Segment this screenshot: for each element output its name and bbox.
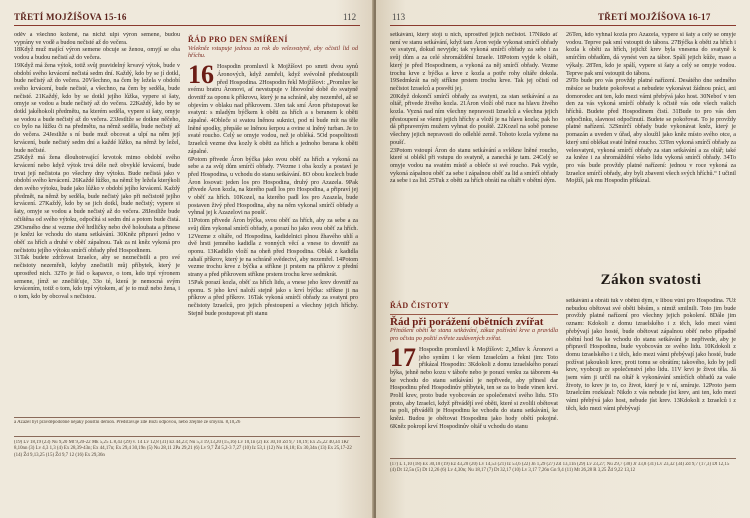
chapter-number: 17: [390, 342, 416, 372]
footnote-rule: [14, 417, 360, 418]
paragraph: 19Když má žena výtok, totiž svůj pravidelný krvavý výtok, bude v období svého krvácení nečistá sedm dní. Každý, kdo by se jí dotkl, bude nečistý až do večera. 20Všechno, na čem by ležela v období svého krvácení, bude nečisté, a všechno, na čem by seděla, bude nečisté. 21Každý, kdo by se dotkl jejího lůžka, vypere si šaty, omyje se vodou a bude nečistý až do večera. 22Každý, kdo by se dotkl jakéhokoli předmětu, na kterém seděla, vypere si šaty, omyje se vodou a bude nečistý až do večera. 23Jestliže se dotkne něčeho, co bylo na lůžku či na předmětu, na němž seděla, bude nečistý až do večera. 24Jestliže s ní bude muž obcovat a ulpí na něm její krvácení, bude nečistý sedm dní a každé lůžko, na němž by ležel, bude nečisté.: [14, 62, 180, 154]
cross-references: (17) L 1,10 (18) Ex 30,10 (19) Ez 43,20 (20) Lv 14,53 (21) Iz 53,6 (22) Jn 1,29 (27) Žd 13,11n (29) Lv 23,27; Nu 29,7 (30) Jr 33,8 (31) Lv 23,32 (34) Žd 9,7 (17,3) Dt 12,15 (4) Dt 12,5n (5) Dt 12,26 (6) Lv 4,30n; Nu 18,17 (7) Dt 32,17 (10) Lv 3,17 7,26n Gn 9,4 (11) Mt 26,28 R 3,25 Žd 9,22 13,12: [390, 462, 730, 474]
right-column-2: [566, 32, 736, 264]
paragraph: Hospodin promluvil k Mojžíšovi po smrti dvou synů Áronových, když zemřeli, když svévolně předstoupili před Hospodina. 2Hospodin řekl Mojžíšovi: „Promluv ke svému bratru Áronovi, ať nevstupuje v libovolné době do svatyně dovnitř za oponu k příkrovu, který je na schráně, aby nezemřel, až se objevím v oblaku nad příkrovem. 3Jen tak smí Áron přistupovat ke svatyni: s mladým býčkem k oběti za hřích a s beranem k oběti zápalné. 4Obleče si svatou lněnou suknici, pod ní bude mít na těle lněné spodky, přepáše se lněnou šerpou a ovine si lněný turban. Je to svaté roucho. Celý se omyje vodou, než je obléká. 5Od pospolitosti Izraelců vezme dva kozly k oběti za hřích a jednoho berana k oběti zápalné.: [188, 64, 358, 155]
section-intro: Přinášení obětí ke stanu setkávání, zákaz požívání krve a pravidla pro očistu po požití zvířete zadávených zvířat.: [390, 328, 558, 343]
paragraph: 26Ten, kdo vyhnal kozla pro Azazela, vypere si šaty a celý se omyje vodou. Teprve pak smí vstoupit do tábora. 27Býčka k oběti za hřích i kozla k oběti za hřích, jejichž krev byla vnesena do svatyně k smírčím obřadům, dá vynést ven za tábor. Spálí jejich kůže, maso a výkaly. 28Ten, kdo je spálí, vypere si šaty a celý se omyje vodou. Teprve pak smí vstoupit do tábora.: [566, 32, 736, 77]
left-column-1: [14, 32, 180, 412]
paragraph: 6Potom přivede Áron býčka jako svou oběť za hřích a vykoná za sebe a za svůj dům smírčí obřady. 7Vezme i oba kozly a postaví je před Hospodina, u vchodu do stanu setkávání. 8O obou kozlech bude Áron losovat: jeden los pro Hospodina, druhý pro Azazela. 9Pak přivede Áron kozla, na kterého padl los pro Hospodina, a připraví jej v oběť za hřích. 10Kozel, na kterého padl los pro Azazela, bude postaven živý před Hospodina, aby na něm vykonal smírčí obřady a vyhnal jej k Azazelovi na poušť.: [188, 156, 358, 217]
paragraph: 23Potom vstoupí Áron do stanu setkávání a svlékne lněné roucho, které si oblékl při vstupu do svatyně, a zanechá je tam. 24Celý se omyje vodou na svatém místě a obleče si své roucho. Pak vyjde, vykoná zápalnou oběť za sebe i zápalnou oběť za lid a smírčí obřady za sebe i za lid. 25Tuk z oběti za hřích obrátí na oltáři v obětní dým.: [390, 147, 558, 185]
cross-references: (19) Lv 18,19 (23) Nu 9,20 Mt 9,20-22 Mk 5,25 L 8,43 (29) v. 14 Lv 12,8 (31) Ez 44,23; Nu 5,3 19,13,20 (15,16) Lv 10,1n (2) Ex 30,10 Žd 9,7 10,19; Ex 25,22 40,34 1Kr 8,10nn (3) Lv 4,3 1,3 (4) Ex 28,39-43n; Ex 44,17n; Ex 29,4 30,19n (5) Nu 28,11 2Pa 29,21 (6) Lv 9,7 Žd 5,2-3 7,27 (10) Iz 53,1 (12) Nu 16,18; Ex 30,34n (13) Ex 25,17-22 (14) Žd 9,13,25 (15) Žd 9,7 12 (16) Ex 29,36n: [14, 440, 352, 458]
section-intro: Velekněz vstupuje jednou za rok do velesvatyně, aby očistil lid od hříchu.: [188, 45, 358, 60]
crossref-rule: [390, 458, 736, 459]
section-heading: ŘÁD ČISTOTY: [390, 301, 450, 310]
right-column-1: [390, 32, 558, 264]
paragraph: 18Když muž mající výron semene obcuje se ženou, omyjí se oba vodou a budou nečistí až do večera.: [14, 47, 180, 62]
paragraph: 31Tak budete zdržovat Izraelce, aby se neznečistili a pro své nečistoty nezemřeli, kdyby znečistili můj příbytek, který je uprostřed nich. 32To je řád o kapavce, o tom, kdo trpí výronem semene, jímž se znečišťuje, 33o té, která je nemocná svým krvácením, totiž o tom, kdo trpí výtokem, ať je to muž nebo žena, i o tom, kdo by obcoval s nečistou.: [14, 255, 180, 300]
chapter-number: 16: [188, 60, 214, 90]
left-page: [0, 0, 374, 518]
left-running-head: TŘETÍ MOJŽÍŠOVA 15-16: [14, 12, 127, 22]
paragraph: setkávání, který stojí u nich, uprostřed jejich nečistot. 17Nikdo ať není ve stanu setkávání, když tam Áron vejde vykonat smírčí obřady ve svatyni, dokud nevyjde; tak vykoná smírčí obřady za sebe i za svůj dům a za celé shromáždění Izraele. 18Potom vyjde k oltáři, který je před Hospodinem, a vykoná za něj smírčí obřady. Vezme trochu krve z býčka a krve z kozla a potře rohy oltáře dokola. 19Sedmkrát na něj stříkne prstem trochu krve. Tak jej očistí od nečistot Izraelců a posvětí jej.: [390, 32, 558, 92]
right-page: [376, 0, 750, 518]
right-header-rule: [390, 25, 736, 26]
paragraph: Hospodin promluvil k Mojžíšovi: 2„Mluv k Áronovi a jeho synům i ke všem Izraelcům a řekni jim: Toto přikázal Hospodin: 3Kdokoli z domu izraelského porazí býka, jehně nebo kozu v táboře nebo je porazí venku za táborem 4a ke vchodu do stanu setkávání je nepřivede, aby přinesl dar Hospodinu před Hospodinův příbytek, ten se za to bude vinen krví. Prolil krev, proto bude vyobcován ze společenství svého lidu. 5To proto, aby Izraelci, když přivádějí své oběti, které si zvolili obětovat na poli, přiváděli je Hospodinu ke vchodu do stanu setkávání, ke knězi. Budou je obětovat Hospodinu jako hody obětí pokojné. 6Kněz pokropí krví Hospodinův oltář u vchodu do stanu: [390, 346, 558, 430]
left-column-2: [188, 32, 358, 412]
left-header-rule: [14, 25, 360, 26]
right-page-number: 113: [392, 12, 406, 22]
section-heading: ŘÁD PRO DEN SMÍŘENÍ: [188, 35, 288, 44]
paragraph: 25Když má žena dlouhotrvající krvotok mimo období svého krvácení nebo když výtok trvá déle než obvyklé krvácení, bude trvat její nečistota po všechny dny výtoku. Bude nečistá jako v období svého krvácení. 26Každé lůžko, na němž by ležela kterýkoli den svého výtoku, bude jako lůžko v období jejího krvácení. Každý předmět, na němž by seděla, bude nečistý jako při nečistotě jejího krvácení. 27Každý, kdo by se jich dotkl, bude nečistý; vypere si šaty, omyje se vodou a bude nečistý až do večera. 28Jestliže bude očištěna od svého výtoku, odpočítá si sedm dní a potom bude čistá. 29Osmého dne si vezme dvě hrdličky nebo dvě holoubata a přinese je knězi ke vchodu do stanu setkávání. 30Kněz připraví jedno v oběť za hřích a druhé v oběť zápalnou. Tak za ni kněz vykoná pro nečistotu jejího výtoku smírčí obřady před Hospodinem.: [14, 155, 180, 254]
paragraph: 29To bude pro vás provždy platné nařízení. Desátého dne sedmého měsíce se budete pokořovat a nebudete vykonávat žádnou práci, ani domorodec ani ten, kdo mezi vámi přebývá jako host. 30Neboť v ten den za vás vykoná smírčí obřady k očistě vás ode všech vašich hříchů. Budete před Hospodinem čistí. 31Bude to pro vás den odpočinku, slavnost odpočinutí. Budete se pokořovat. To je provždy platné nařízení. 32Smírčí obřady bude vykonávat kněz, který je pomazán a uveden v úřad, aby sloužil jako kněz místo svého otce, a který smí oblékat svaté lněné roucho. 33Ten vykoná smírčí obřady za velesvatyni, vykoná smírčí obřady za stan setkávání a za oltář; také za kněze i za shromáždění všeho lidu vykoná smírčí obřady. 34To pro vás bude provždy platné nařízení: jednou v roce vykoná za Izraelce smírčí obřady, aby byli zbaveni všech svých hříchů.“ I učinil Mojžíš, jak mu Hospodin přikázal.: [566, 78, 736, 185]
lower-column-2: [566, 298, 736, 450]
crossref-rule: [14, 436, 360, 437]
lower-column-1: [390, 298, 558, 450]
section-divider: [390, 314, 558, 315]
right-running-head: TŘETÍ MOJŽÍŠOVA 16-17: [598, 12, 711, 22]
paragraph: 11Potom přivede Áron býčka, svou oběť za hřích, aby za sebe a za svůj dům vykonal smírčí obřady, a porazí ho jako svou oběť za hřích. 12Vezme z oltáře, od Hospodina, kadidelnici plnou žhavého uhlí a dvě hrsti jemného kadidla z vonných věcí a vnese to dovnitř za oponu. 13Kadidlo vloží na oheň před Hospodina. Oblak z kadidla zahalí příkrov, který je na schráně svědectví, aby nezemřel. 14Potom vezme trochu krve z býčka a stříkne ji prstem na příkrov z přední strany a před příkrovem stříkne prstem trochu krve sedmkrát.: [188, 218, 358, 279]
paragraph: 20Když dokončí smírčí obřady za svatyni, za stan setkávání a za oltář, přivede živého kozla. 21Áron vloží obě ruce na hlavu živého kozla. Vyzná nad ním všechny nepravosti Izraelců a všechna jejich přestoupení se všemi jejich hříchy a vloží je na hlavu kozla; pak ho dá připraveným mužem vyhnat do pouště. 22Kozel na sobě ponese všechny jejich nepravosti do odlehlé země. Tohoto kozla vyžene na poušť.: [390, 93, 558, 146]
paragraph: 15Pak porazí kozla, oběť za hřích lidu, a vnese jeho krev dovnitř za oponu. S jeho krví naloží stejně jako s krví býčka: stříkne ji na příkrov a před příkrov. 16Tak vykoná smírčí obřady za svatyni pro nečistoty Izraelců, pro jejich přestoupení a všechny jejich hříchy. Stejně bude postupovat při stanu: [188, 279, 358, 317]
left-page-number: 112: [343, 12, 357, 22]
paragraph: setkávání a obrátí tuk v obětní dým, v libou vůni pro Hospodina. 7Už nebudou obětovat své oběti běsům, s nimiž smilnili. Toto jim bude provždy platné nařízení pro všechny jejich pokolení. 8Dále jim oznam: Kdokoli z domu izraelského i z těch, kdo mezi vámi přebývají jako hosté, bude obětovat zápalnou oběť nebo případně obětní hod 9a ke vchodu do stanu setkávání je nepřivede, aby je připravil Hospodinu, bude vyobcován ze svého lidu. 10Kdokoli z domu izraelského i z těch, kdo mezi vámi přebývají jako hosté, bude požívat jakoukoli krev, proti tomu se obrátím; takového, kdo by jedl krev, vyobcuji ze společenství jeho lidu. 11V krvi je život těla. Já jsem vám ji určil na oltář k vykonávání smírčích obřadů za vaše životy, to krev je to, co život, který je v ní, smíruje. 12Proto jsem Izraelcům rozkázal: Nikdo z vás nebude jíst krev, ani ten, kdo mezi vámi přebývá jako host, nebude jíst krev. 13Kdokoli z Izraelců i z těch, kdo mezi vámi přebývají: [566, 298, 736, 412]
book-section-title: Zákon svatosti: [600, 272, 702, 288]
section-title: Řád při porážení obětních zvířat: [390, 315, 544, 328]
paragraph: oděv a všechno kožené, na nichž ulpí výron semene, budou vyprány ve vodě a budou nečisté až do večera.: [14, 32, 180, 46]
footnote: a Azazel byl pravděpodobně nějaký pouštní démon. Představuje zde Boží odpovou, nebo zřejmě ze smyslu. 8,10,26: [14, 420, 241, 425]
